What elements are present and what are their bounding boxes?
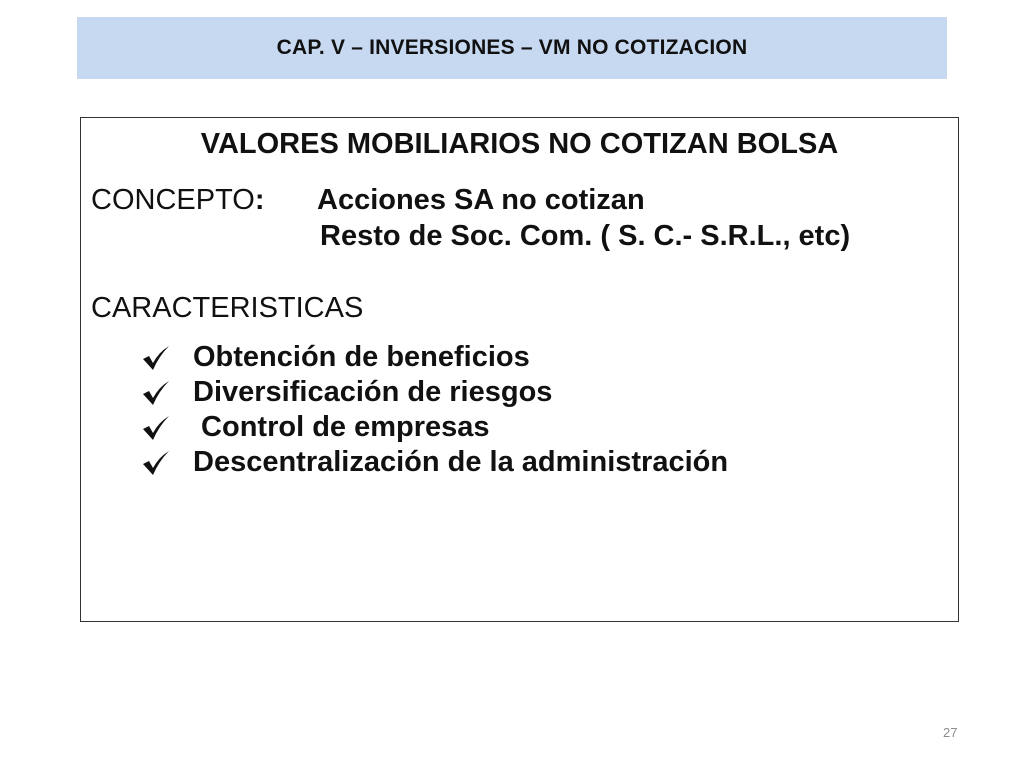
concept-label-text: CONCEPTO xyxy=(91,184,255,216)
slide-title: CAP. V – INVERSIONES – VM NO COTIZACION xyxy=(276,36,748,59)
title-banner xyxy=(77,17,947,79)
list-item-label: Diversificación de riesgos xyxy=(193,376,553,408)
concept-colon: : xyxy=(254,184,265,216)
list-item xyxy=(141,375,728,410)
concept-line-1: Acciones SA no cotizan xyxy=(317,184,645,216)
concept-label xyxy=(91,184,265,217)
checkmark-icon xyxy=(141,449,171,477)
list-item xyxy=(141,445,728,480)
checkmark-icon xyxy=(141,344,171,372)
content-box xyxy=(80,117,959,622)
characteristics-heading: CARACTERISTICAS xyxy=(91,292,364,324)
list-item xyxy=(141,410,728,445)
checkmark-icon xyxy=(141,414,171,442)
concept-line-2: Resto de Soc. Com. ( S. C.- S.R.L., etc) xyxy=(320,220,851,252)
checkmark-icon xyxy=(141,379,171,407)
list-item-label: Control de empresas xyxy=(193,411,490,443)
characteristics-list xyxy=(141,340,728,480)
box-heading: VALORES MOBILIARIOS NO COTIZAN BOLSA xyxy=(200,128,839,160)
list-item xyxy=(141,340,728,375)
slide-number: 27 xyxy=(943,725,958,740)
list-item-label: Descentralización de la administración xyxy=(193,446,729,478)
list-item-label: Obtención de beneficios xyxy=(193,341,530,373)
